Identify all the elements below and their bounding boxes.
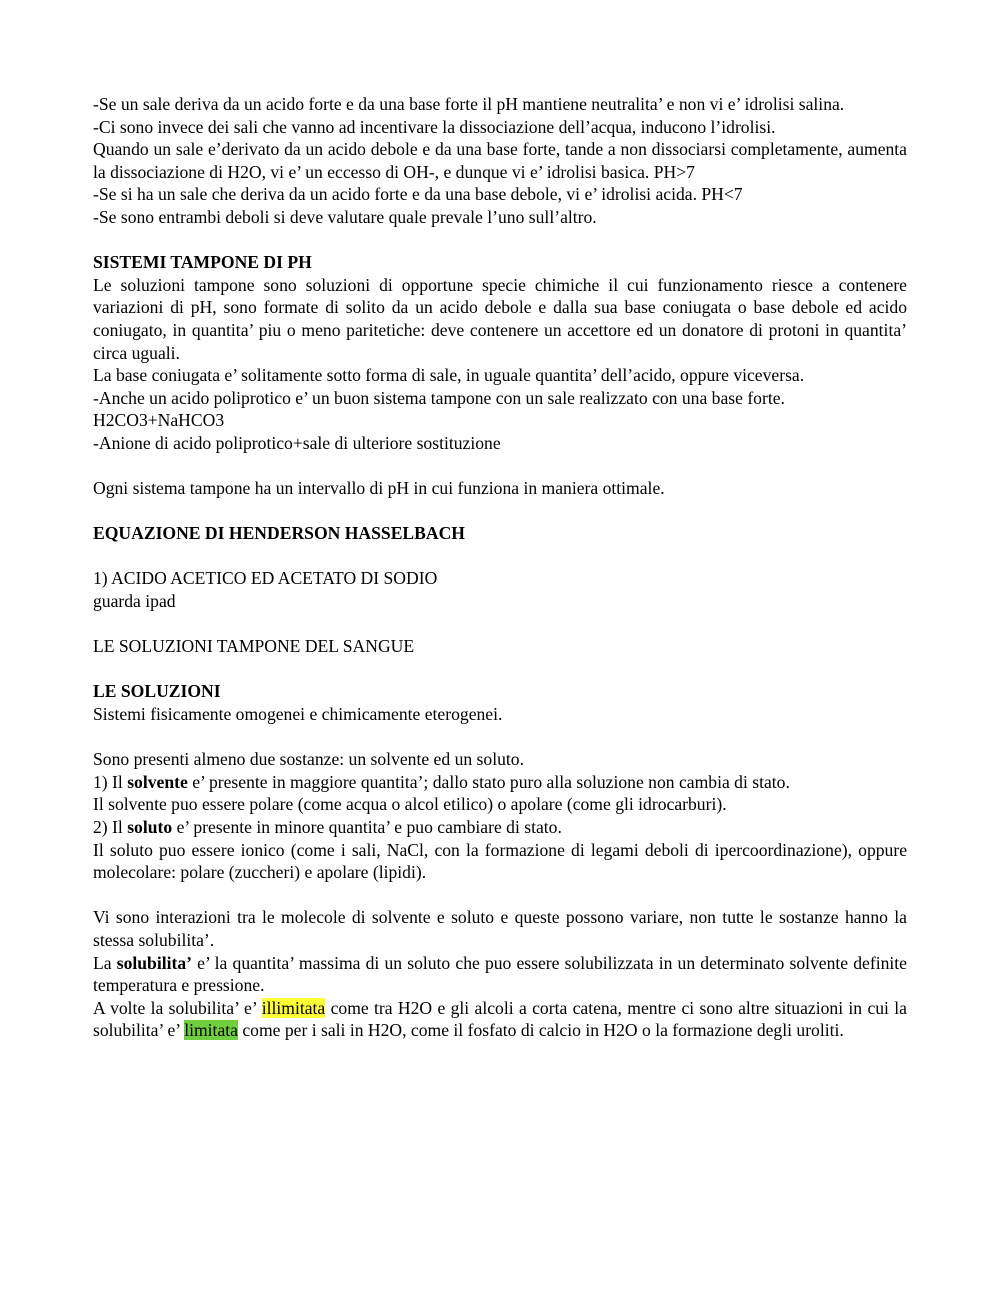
paragraph-entrambi-deboli: -Se sono entrambi deboli si deve valutare quale prevale l’uno sull’altro. bbox=[93, 206, 597, 227]
paragraph-solvente-polare: Il solvente puo essere polare (come acqua o alcol etilico) o apolare (come gli idrocarburi). bbox=[93, 794, 727, 815]
paragraph-idrolisi-basica: Quando un sale e’derivato da un acido debole e da una base forte, tande a non dissociarsi completamente, aumenta la dissociazione di H2O, vi e’ un eccesso di OH-, e dunque vi e’ idrolisi basica. PH>7 bbox=[93, 139, 907, 182]
paragraph-note: guarda ipad bbox=[93, 591, 176, 612]
blank-line bbox=[93, 455, 907, 478]
paragraph-soluto bbox=[93, 816, 907, 839]
highlight-limitata: limitata bbox=[184, 1020, 238, 1041]
heading-le-soluzioni: LE SOLUZIONI bbox=[93, 681, 221, 702]
text-run: e’ la quantita’ massima di un soluto che puo essere solubilizzata in un determinato solvente definite temperatura e pressione. bbox=[93, 952, 907, 996]
paragraph-soluto-ionico: Il soluto puo essere ionico (come i sali, NaCl, con la formazione di legami deboli di ipercoordinazione), oppure molecolare: polare (zuccheri) e apolare (lipidi). bbox=[93, 839, 907, 883]
bold-term-solvente: solvente bbox=[127, 771, 188, 792]
blank-line bbox=[93, 500, 907, 523]
paragraph-sali-idrolisi: -Ci sono invece dei sali che vanno ad incentivare la dissociazione dell’acqua, inducono l’idrolisi. bbox=[93, 116, 776, 137]
blank-line bbox=[93, 229, 907, 252]
list-item-acido-acetico: 1) ACIDO ACETICO ED ACETATO DI SODIO bbox=[93, 568, 438, 589]
paragraph-base-coniugata: La base coniugata e’ solitamente sotto forma di sale, in uguale quantita’ dell’acido, oppure viceversa. bbox=[93, 365, 805, 386]
paragraph-solubilita-limiti bbox=[93, 997, 907, 1042]
blank-line bbox=[93, 613, 907, 636]
highlight-illimitata: illimitata bbox=[261, 997, 326, 1018]
paragraph-formula: H2CO3+NaHCO3 bbox=[93, 410, 225, 431]
text-run: come tra H2O e gli alcoli a corta catena, mentre ci sono altre situazioni in cui la solubilita’ e’ bbox=[93, 997, 907, 1041]
heading-henderson: EQUAZIONE DI HENDERSON HASSELBACH bbox=[93, 523, 465, 544]
heading-sistemi-tampone: SISTEMI TAMPONE DI PH bbox=[93, 252, 312, 273]
paragraph-solubilita bbox=[93, 952, 907, 997]
paragraph-intervallo-ph: Ogni sistema tampone ha un intervallo di pH in cui funziona in maniera ottimale. bbox=[93, 478, 665, 499]
paragraph-sistemi-omogenei: Sistemi fisicamente omogenei e chimicamente eterogenei. bbox=[93, 704, 503, 725]
blank-line bbox=[93, 884, 907, 907]
paragraph-soluzioni-tampone: Le soluzioni tampone sono soluzioni di opportune specie chimiche il cui funzionamento riesce a contenere variazioni di pH, sono formate di solito da un acido debole e dalla sua base coniugata o base debole ed acido coniugato, in quantita’ piu o meno paritetiche: deve contenere un accettore ed un donatore di protoni in quantita’ circa uguali. bbox=[93, 274, 907, 363]
paragraph-idrolisi-acida: -Se si ha un sale che deriva da un acido forte e da una base debole, vi e’ idrolisi acida. PH<7 bbox=[93, 184, 743, 205]
text-run: come per i sali in H2O, come il fosfato di calcio in H2O o la formazione degli uroliti. bbox=[237, 1020, 844, 1041]
paragraph-solvente bbox=[93, 771, 907, 794]
blank-line bbox=[93, 726, 907, 749]
paragraph-tampone-sangue: LE SOLUZIONI TAMPONE DEL SANGUE bbox=[93, 636, 415, 657]
text-run: La bbox=[93, 952, 117, 973]
text-run: A volte la solubilita’ e’ bbox=[93, 997, 262, 1018]
paragraph-anione: -Anione di acido poliprotico+sale di ulteriore sostituzione bbox=[93, 432, 501, 453]
bold-term-soluto: soluto bbox=[127, 817, 173, 837]
paragraph-interazioni: Vi sono interazioni tra le molecole di solvente e soluto e queste possono variare, non tutte le sostanze hanno la stessa solubilita’. bbox=[93, 907, 907, 950]
text-run: 1) Il bbox=[93, 771, 128, 792]
paragraph-sostanze: Sono presenti almeno due sostanze: un solvente ed un soluto. bbox=[93, 749, 524, 770]
document-page bbox=[93, 93, 907, 1042]
bold-term-solubilita: solubilita’ bbox=[116, 952, 192, 973]
text-run: e’ presente in minore quantita’ e puo cambiare di stato. bbox=[172, 817, 562, 837]
paragraph-sale-neutro: -Se un sale deriva da un acido forte e da una base forte il pH mantiene neutralita’ e non vi e’ idrolisi salina. bbox=[93, 94, 845, 114]
text-run: e’ presente in maggiore quantita’; dallo stato puro alla soluzione non cambia di stato. bbox=[187, 771, 790, 792]
blank-line bbox=[93, 658, 907, 681]
blank-line bbox=[93, 545, 907, 568]
paragraph-acido-poliprotico: -Anche un acido poliprotico e’ un buon sistema tampone con un sale realizzato con una base forte. bbox=[93, 387, 785, 408]
text-run: 2) Il bbox=[93, 817, 128, 837]
